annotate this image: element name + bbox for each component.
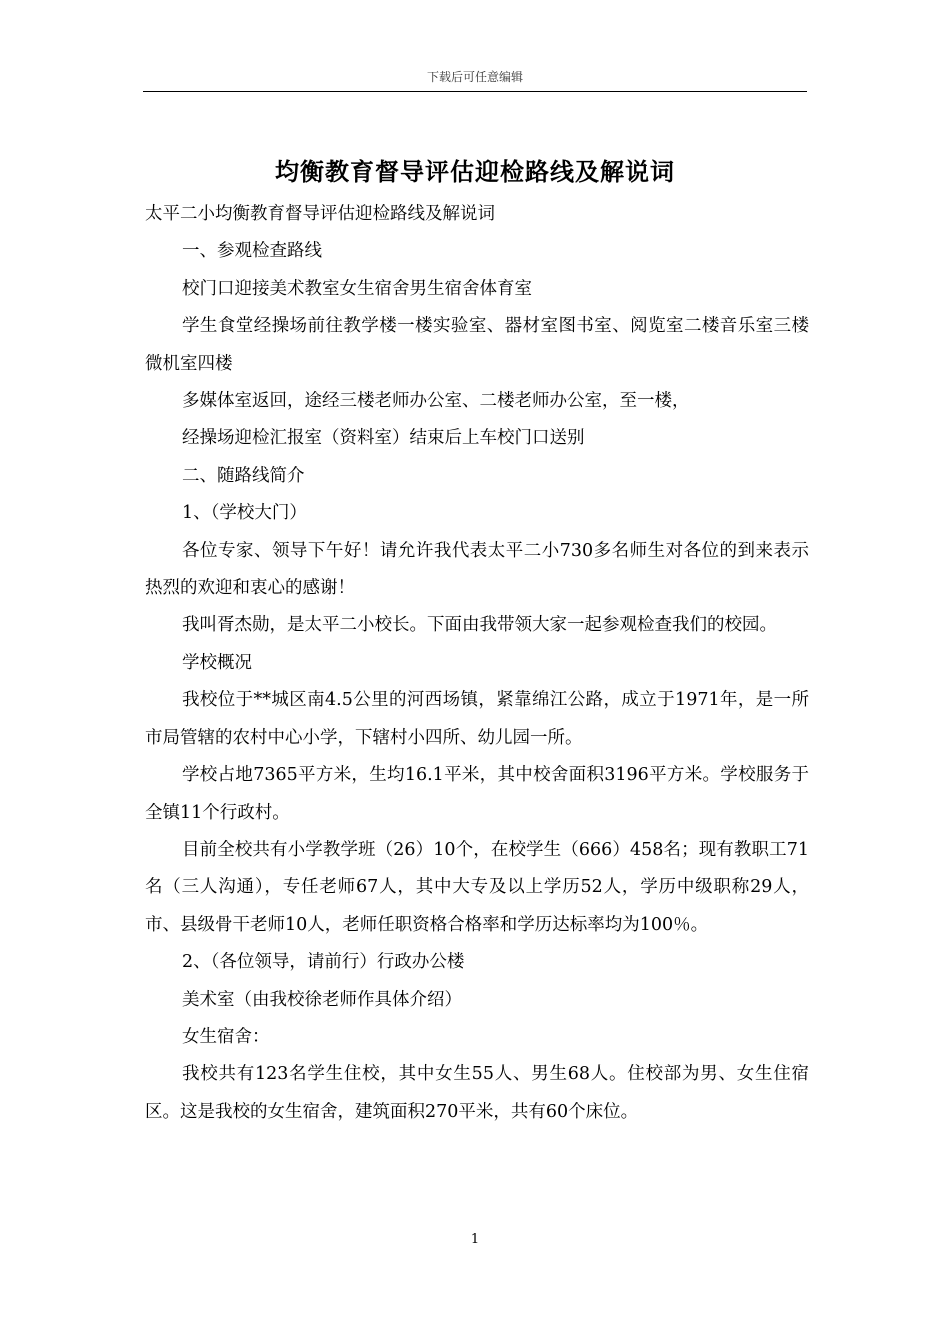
section-heading: 一、参观检查路线: [182, 241, 322, 262]
paragraph-subtitle: 太平二小均衡教育督导评估迎检路线及解说词: [145, 204, 495, 224]
paragraph: 学校占地7365平方米，生均16.1平米，其中校舍面积3196平方米。学校服务于全镇11个行政村。: [145, 765, 809, 823]
item-heading: 1、（学校大门）: [182, 503, 307, 524]
page-number: 1: [470, 1232, 480, 1247]
paragraph: 多媒体室返回，途经三楼老师办公室、二楼老师办公室，至一楼，: [182, 391, 690, 412]
item-heading: 2、（各位领导，请前行）行政办公楼: [182, 952, 465, 973]
document-title: 均衡教育督导评估迎检路线及解说词: [275, 158, 675, 186]
paragraph: 各位专家、领导下午好！请允许我代表太平二小730多名师生对各位的到来表示热烈的欢迎和衷心的感谢！: [145, 540, 809, 599]
paragraph: 我校位于**城区南4.5公里的河西场镇，紧靠绵江公路，成立于1971年，是一所市局管辖的农村中心小学，下辖村小四所、幼儿园一所。: [145, 690, 809, 748]
item-heading: 女生宿舍：: [182, 1026, 270, 1047]
document-body: [145, 196, 809, 1131]
paragraph: 学生食堂经操场前往教学楼一楼实验室、器材室图书室、阅览室二楼音乐室三楼微机室四楼: [145, 316, 809, 374]
paragraph: 经操场迎检汇报室（资料室）结束后上车校门口送别: [182, 428, 585, 449]
header-note: 下载后可任意编辑: [426, 70, 523, 84]
paragraph: 校门口迎接美术教室女生宿舍男生宿舍体育室: [182, 278, 532, 299]
paragraph: 我叫胥杰勋，是太平二小校长。下面由我带领大家一起参观检查我们的校园。: [182, 615, 777, 636]
header-divider: [143, 91, 807, 92]
paragraph: 目前全校共有小学教学班（26）10个，在校学生（666）458名；现有教职工71名（三人沟通），专任老师67人，其中大专及以上学历52人，学历中级职称29人，市、县级骨干老师10人，老师任职资格合格率和学历达标率均为100％。: [145, 839, 809, 935]
item-heading: 学校概况: [182, 652, 252, 673]
section-heading: 二、随路线简介: [182, 465, 305, 486]
paragraph: 美术室（由我校徐老师作具体介绍）: [182, 989, 462, 1010]
paragraph: 我校共有123名学生住校，其中女生55人、男生68人。住校部为男、女生住宿区。这是我校的女生宿舍，建筑面积270平米，共有60个床位。: [145, 1064, 809, 1122]
